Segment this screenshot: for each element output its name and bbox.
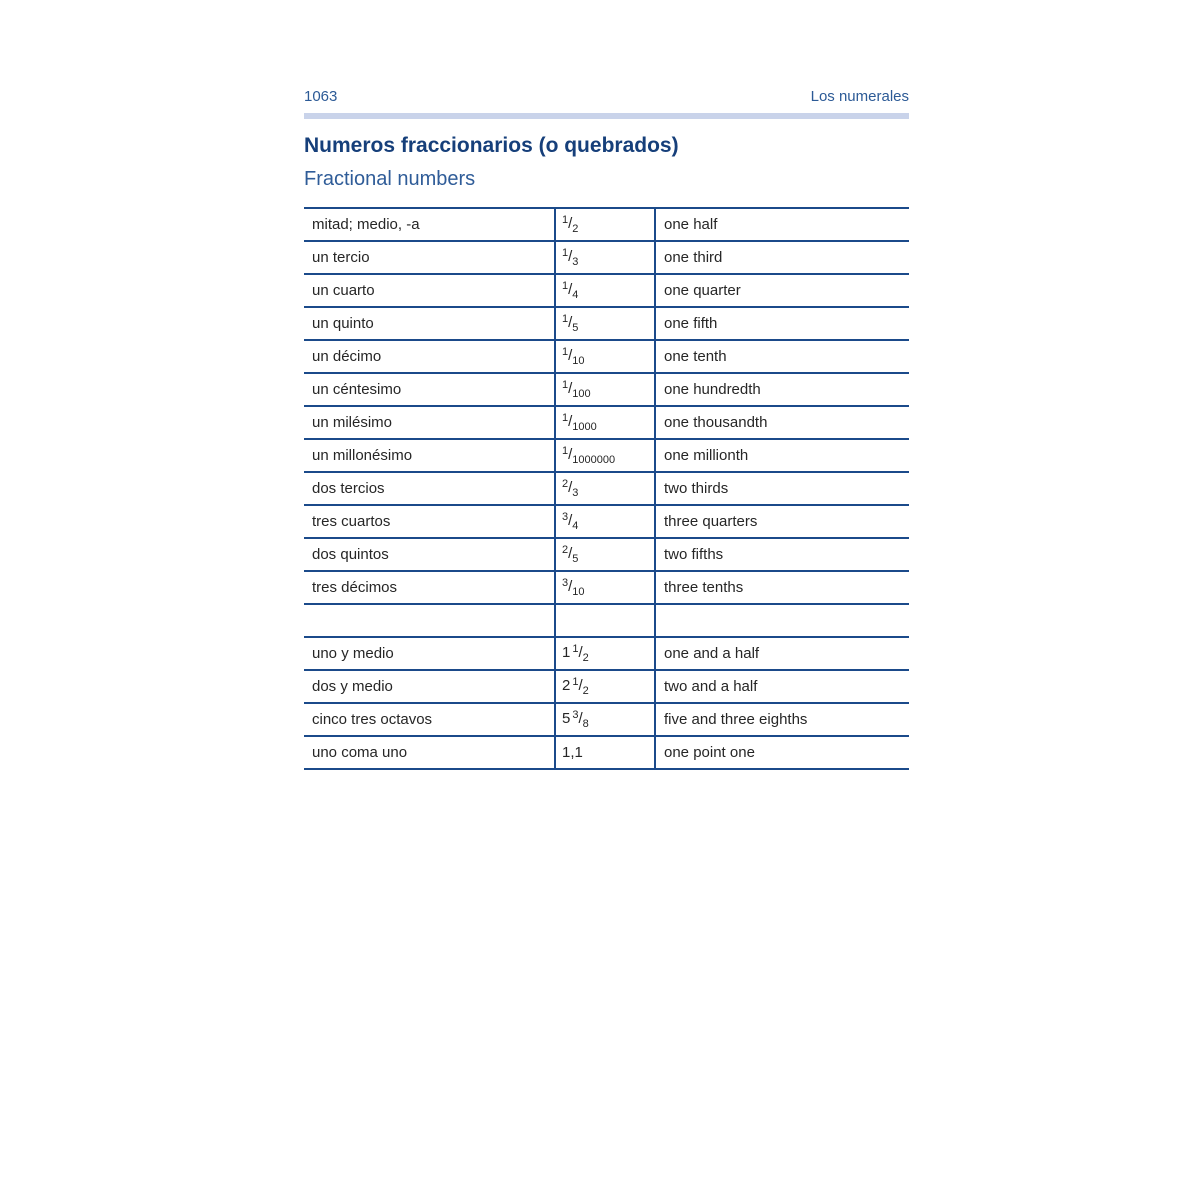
- spanish-term: tres cuartos: [304, 505, 555, 538]
- fraction-notation: [555, 241, 655, 274]
- fraction-numerator: 2: [562, 478, 569, 490]
- fraction-notation: [555, 208, 655, 241]
- dictionary-page: [304, 86, 909, 770]
- table-row: [304, 340, 909, 373]
- fraction-denominator: 5: [572, 553, 579, 565]
- fraction-notation: [555, 340, 655, 373]
- table-row: [304, 571, 909, 604]
- fraction-slash: /: [568, 314, 573, 331]
- fraction-whole: 1: [562, 644, 571, 661]
- fraction-slash: /: [568, 413, 573, 430]
- spanish-term: uno y medio: [304, 637, 555, 670]
- fraction-numerator: 1: [562, 412, 569, 424]
- table-row: [304, 472, 909, 505]
- spanish-term: dos tercios: [304, 472, 555, 505]
- fraction-notation: [555, 637, 655, 670]
- fraction-denominator: 3: [572, 487, 579, 499]
- english-term: [655, 604, 909, 637]
- table-row: [304, 736, 909, 769]
- fraction-slash: /: [568, 215, 573, 232]
- heading-spanish: Numeros fraccionarios (o quebrados): [304, 134, 679, 157]
- english-term: one and a half: [655, 637, 909, 670]
- fraction-slash: /: [568, 446, 573, 463]
- english-term: one fifth: [655, 307, 909, 340]
- fraction-slash: /: [568, 281, 573, 298]
- english-term: one third: [655, 241, 909, 274]
- fraction-notation: [555, 373, 655, 406]
- table-row: [304, 307, 909, 340]
- english-term: one half: [655, 208, 909, 241]
- fraction-slash: /: [568, 578, 573, 595]
- table-row: [304, 373, 909, 406]
- fraction-notation: [555, 670, 655, 703]
- spanish-term: dos y medio: [304, 670, 555, 703]
- section-title: Los numerales: [810, 88, 909, 105]
- fraction-denominator: 10: [572, 355, 585, 367]
- spanish-term: un céntesimo: [304, 373, 555, 406]
- heading-english: Fractional numbers: [304, 168, 476, 190]
- fraction-notation: [555, 604, 655, 637]
- fraction-slash: /: [578, 677, 583, 694]
- fractions-table: [304, 207, 909, 770]
- spanish-term: un tercio: [304, 241, 555, 274]
- english-term: one tenth: [655, 340, 909, 373]
- page-number: 1063: [304, 88, 338, 105]
- table-row: [304, 274, 909, 307]
- fraction-numerator: 1: [562, 280, 569, 292]
- spanish-term: un quinto: [304, 307, 555, 340]
- fraction-denominator: 2: [582, 652, 589, 664]
- fraction-numerator: 1: [572, 676, 579, 688]
- fraction-slash: /: [568, 380, 573, 397]
- fraction-whole: 2: [562, 677, 571, 694]
- fraction-notation: [555, 406, 655, 439]
- fraction-numerator: 1: [572, 643, 579, 655]
- spanish-term: mitad; medio, -a: [304, 208, 555, 241]
- spanish-term: un millonésimo: [304, 439, 555, 472]
- fraction-numerator: 1: [562, 247, 569, 259]
- table-row: [304, 604, 909, 637]
- fraction-denominator: 5: [572, 322, 579, 334]
- fraction-whole: 5: [562, 710, 571, 727]
- spanish-term: cinco tres octavos: [304, 703, 555, 736]
- table-row: [304, 241, 909, 274]
- table-row: [304, 637, 909, 670]
- fraction-notation: [555, 736, 655, 769]
- fraction-notation: [555, 307, 655, 340]
- english-term: one hundredth: [655, 373, 909, 406]
- fraction-numerator: 1: [562, 313, 569, 325]
- table-row: [304, 670, 909, 703]
- fraction-slash: /: [568, 347, 573, 364]
- fraction-denominator: 1000000: [572, 454, 616, 466]
- spanish-term: tres décimos: [304, 571, 555, 604]
- fraction-notation: [555, 538, 655, 571]
- english-term: three tenths: [655, 571, 909, 604]
- table-row: [304, 538, 909, 571]
- english-term: one quarter: [655, 274, 909, 307]
- fraction-slash: /: [568, 512, 573, 529]
- header-rule: [304, 113, 909, 119]
- fraction-denominator: 1000: [572, 421, 597, 433]
- fraction-numerator: 1: [562, 346, 569, 358]
- fraction-slash: /: [568, 545, 573, 562]
- fractions-table-body: [304, 208, 909, 769]
- fraction-notation: [555, 274, 655, 307]
- fraction-slash: /: [568, 479, 573, 496]
- english-term: one thousandth: [655, 406, 909, 439]
- fraction-slash: /: [568, 248, 573, 265]
- fraction-notation: [555, 439, 655, 472]
- fraction-notation: [555, 703, 655, 736]
- decimal-value: 1,1: [562, 744, 583, 761]
- english-term: two and a half: [655, 670, 909, 703]
- fraction-numerator: 1: [562, 214, 569, 226]
- fraction-denominator: 10: [572, 586, 585, 598]
- fraction-denominator: 4: [572, 520, 579, 532]
- fraction-numerator: 1: [562, 379, 569, 391]
- table-row: [304, 439, 909, 472]
- spanish-term: dos quintos: [304, 538, 555, 571]
- table-row: [304, 703, 909, 736]
- spanish-term: un cuarto: [304, 274, 555, 307]
- fraction-numerator: 3: [562, 511, 569, 523]
- english-term: one point one: [655, 736, 909, 769]
- fraction-numerator: 3: [572, 709, 579, 721]
- spanish-term: un milésimo: [304, 406, 555, 439]
- fraction-denominator: 2: [572, 223, 579, 235]
- fraction-denominator: 3: [572, 256, 579, 268]
- fraction-slash: /: [578, 644, 583, 661]
- fraction-denominator: 4: [572, 289, 579, 301]
- running-head: [304, 86, 909, 108]
- table-row: [304, 505, 909, 538]
- fraction-numerator: 2: [562, 544, 569, 556]
- spanish-term: [304, 604, 555, 637]
- fraction-notation: [555, 571, 655, 604]
- english-term: one millionth: [655, 439, 909, 472]
- english-term: two fifths: [655, 538, 909, 571]
- fraction-notation: [555, 505, 655, 538]
- english-term: five and three eighths: [655, 703, 909, 736]
- spanish-term: uno coma uno: [304, 736, 555, 769]
- fraction-denominator: 8: [582, 718, 589, 730]
- fraction-numerator: 1: [562, 445, 569, 457]
- english-term: two thirds: [655, 472, 909, 505]
- fraction-denominator: 100: [572, 388, 591, 400]
- fraction-slash: /: [578, 710, 583, 727]
- english-term: three quarters: [655, 505, 909, 538]
- table-row: [304, 208, 909, 241]
- fraction-notation: [555, 472, 655, 505]
- fraction-numerator: 3: [562, 577, 569, 589]
- table-row: [304, 406, 909, 439]
- fraction-denominator: 2: [582, 685, 589, 697]
- spanish-term: un décimo: [304, 340, 555, 373]
